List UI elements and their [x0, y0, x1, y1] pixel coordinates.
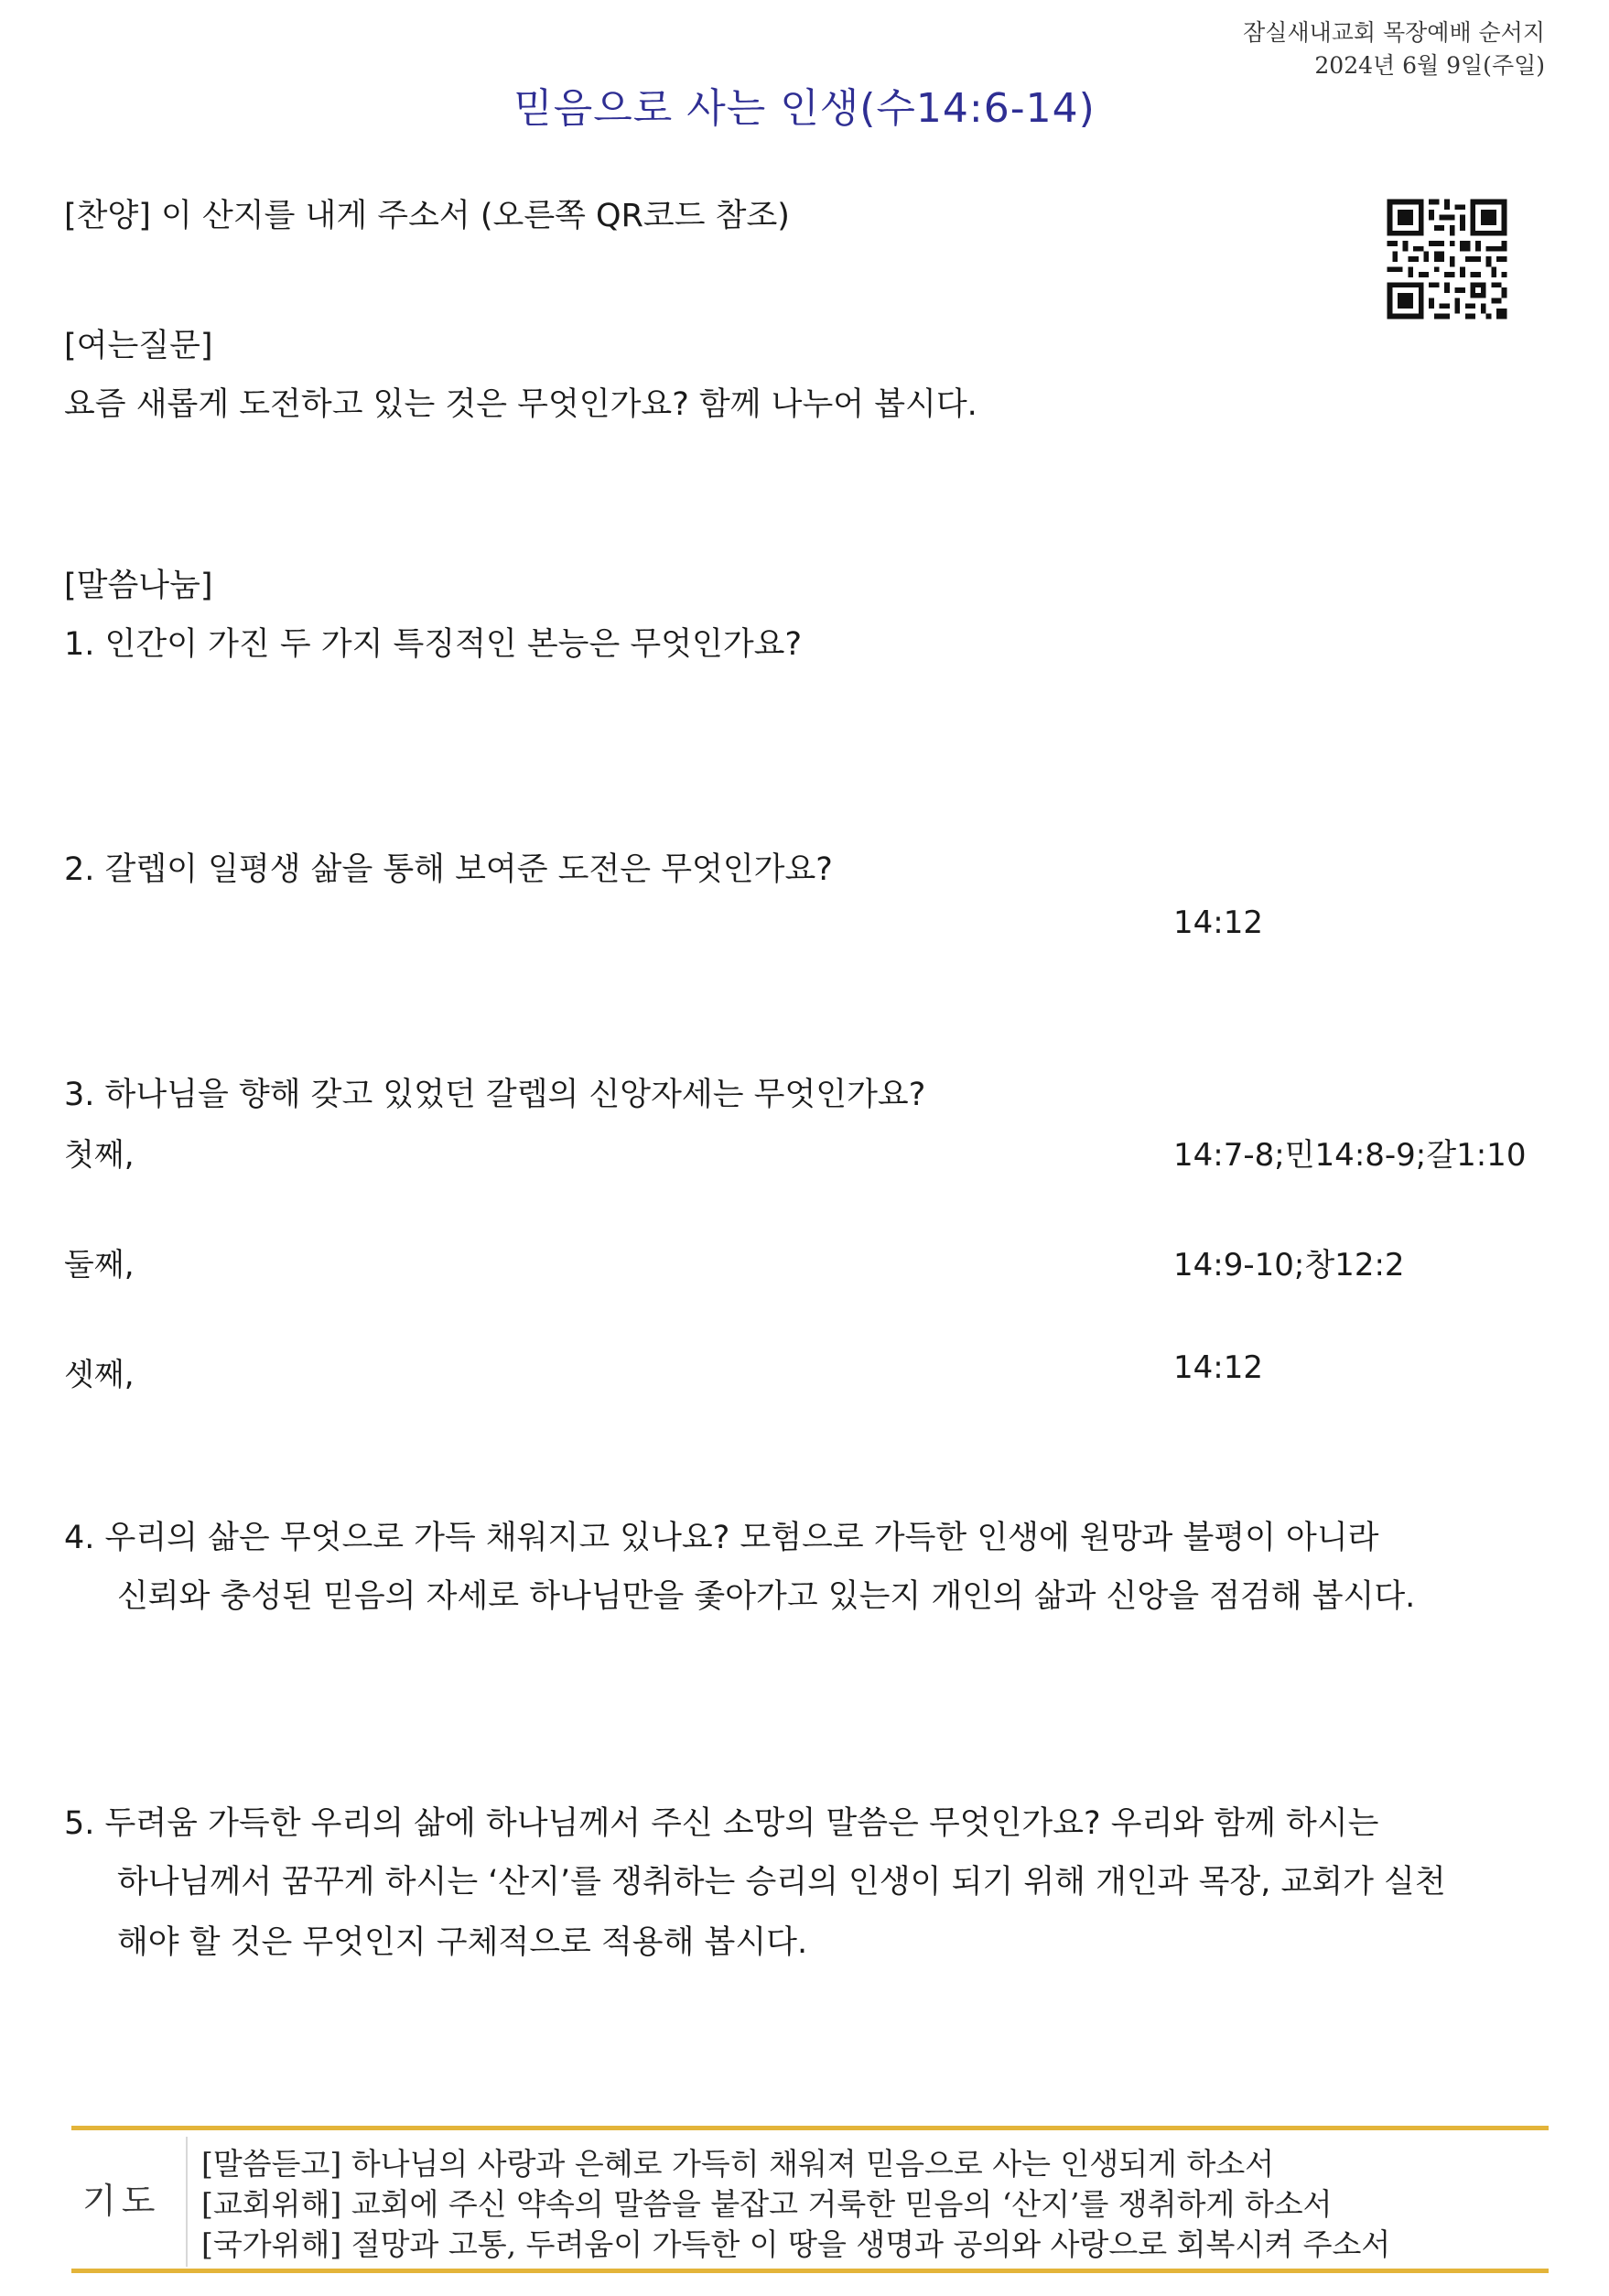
hymn-line: [찬양] 이 산지를 내게 주소서 (오른쪽 QR코드 참조)	[64, 198, 790, 234]
q3-item-ref: 14:12	[1173, 1349, 1263, 1386]
qr-code-icon[interactable]	[1382, 194, 1512, 324]
question-1: 1. 인간이 가진 두 가지 특징적인 본능은 무엇인가요?	[64, 626, 803, 663]
q3-item-ref: 14:9-10;창12:2	[1173, 1247, 1405, 1283]
question-2-ref: 14:12	[1173, 904, 1263, 941]
page-title: 믿음으로 사는 인생(수14:6-14)	[513, 85, 1096, 132]
opening-question: 요즘 새롭게 도전하고 있는 것은 무엇인가요? 함께 나누어 봅시다.	[64, 386, 977, 423]
question-4-line-1: 4. 우리의 삶은 무엇으로 가득 채워지고 있나요? 모험으로 가득한 인생에 원망과 불평이 아니라	[64, 1520, 1379, 1556]
header-date: 2024년 6월 9일(주일)	[1314, 52, 1545, 79]
q3-item-label: 둘째,	[64, 1247, 135, 1283]
prayer-line: [말씀듣고] 하나님의 사랑과 은혜로 가득히 채워져 믿음으로 사는 인생되게 하소서	[201, 2146, 1275, 2182]
prayer-label: 기도	[82, 2181, 161, 2221]
prayer-line: [국가위해] 절망과 고통, 두려움이 가득한 이 땅을 생명과 공의와 사랑으로 회복시켜 주소서	[201, 2226, 1391, 2262]
q3-item-ref: 14:7-8;민14:8-9;갈1:10	[1173, 1137, 1527, 1174]
question-5-line-2: 하나님께서 꿈꾸게 하시는 ‘산지’를 쟁취하는 승리의 인생이 되기 위해 개인과 목장, 교회가 실천	[117, 1864, 1446, 1901]
q3-item-label: 첫째,	[64, 1137, 135, 1174]
header-church: 잠실새내교회 목장예배 순서지	[1243, 19, 1545, 46]
prayer-divider	[186, 2137, 188, 2267]
prayer-top-rule	[71, 2126, 1549, 2130]
prayer-bottom-rule	[71, 2269, 1549, 2273]
question-5-line-3: 해야 할 것은 무엇인지 구체적으로 적용해 봅시다.	[117, 1924, 808, 1961]
question-4-line-2: 신뢰와 충성된 믿음의 자세로 하나님만을 좇아가고 있는지 개인의 삶과 신앙을 점검해 봅시다.	[117, 1578, 1416, 1615]
question-3: 3. 하나님을 향해 갖고 있었던 갈렙의 신앙자세는 무엇인가요?	[64, 1077, 926, 1113]
opening-heading: [여는질문]	[64, 328, 213, 364]
question-2: 2. 갈렙이 일평생 삶을 통해 보여준 도전은 무엇인가요?	[64, 851, 833, 888]
sharing-heading: [말씀나눔]	[64, 568, 213, 604]
question-5-line-1: 5. 두려움 가득한 우리의 삶에 하나님께서 주신 소망의 말씀은 무엇인가요? 우리와 함께 하시는	[64, 1805, 1379, 1842]
prayer-line: [교회위해] 교회에 주신 약속의 말씀을 붙잡고 거룩한 믿음의 ‘산지’를 쟁취하게 하소서	[201, 2186, 1333, 2222]
q3-item-label: 셋째,	[64, 1357, 135, 1393]
